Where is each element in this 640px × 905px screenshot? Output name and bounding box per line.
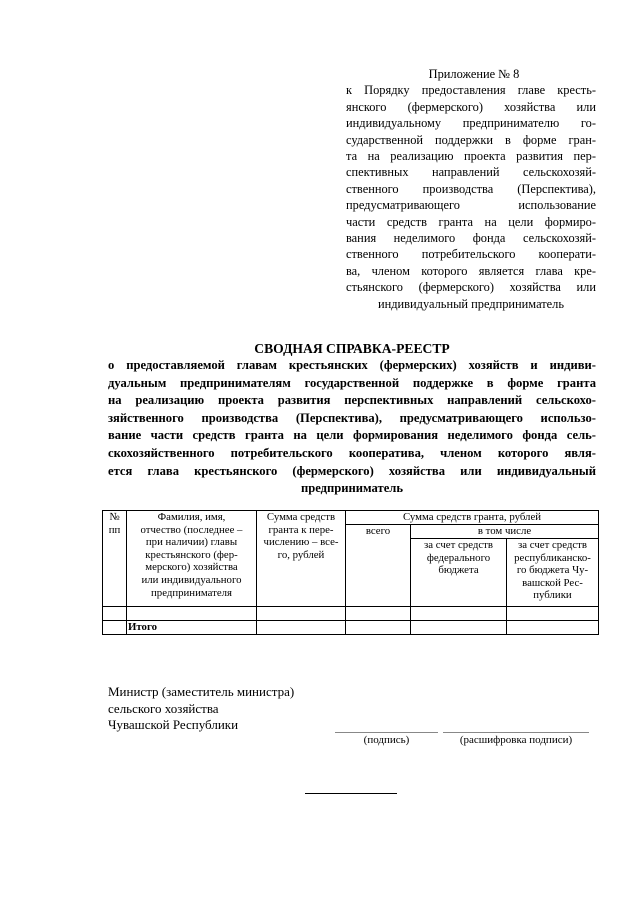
table-cell [103, 621, 127, 635]
appendix-line: стьянского (фермерского) хозяйства или [346, 280, 596, 295]
table-cell [507, 621, 599, 635]
appendix-line: янского (фермерского) хозяйства или [346, 99, 596, 114]
table-cell [507, 607, 599, 621]
end-divider [305, 793, 397, 794]
signature-decode-line [443, 732, 589, 733]
table-cell [103, 607, 127, 621]
appendix-block [346, 66, 596, 312]
subtitle-line: зяйственного производства (Перспектива), предусматривающего использо- [108, 410, 596, 425]
signatory-line: Чувашской Республики [108, 717, 239, 733]
appendix-line: к Порядку предоставления главе кресть- [346, 83, 596, 98]
subtitle-line: скохозяйственного потребительского кооператива, членом которого явля- [108, 445, 596, 460]
signature-caption: (подпись) [363, 734, 410, 746]
table-cell [127, 607, 257, 621]
appendix-line: сударственной поддержки в форме гран- [346, 132, 596, 147]
header-num: № пп [103, 511, 127, 607]
subtitle-line: вание части средств гранта на цели формирования неделимого фонда сель- [108, 428, 596, 443]
subtitle-line: на реализацию проекта развития перспективных направлений сельскохо- [108, 393, 596, 408]
appendix-line: индивидуальный предприниматель [377, 296, 564, 311]
subtitle-line: предприниматель [300, 481, 404, 496]
table-cell [411, 621, 507, 635]
signature-line [335, 732, 438, 733]
total-label: Итого [127, 621, 257, 635]
signatory-line: сельского хозяйства [108, 700, 219, 716]
table-cell [411, 607, 507, 621]
appendix-line: вания неделимого фонда сельскохозяй- [346, 231, 596, 246]
appendix-line: части средств гранта на цели формиро- [346, 214, 596, 229]
header-federal: за счет средств федерального бюджета [411, 539, 507, 607]
table-cell [346, 607, 411, 621]
table-row-total [103, 621, 599, 635]
appendix-line: спективных направлений сельскохозяй- [346, 165, 596, 180]
header-grant: Сумма средств гранта, рублей [346, 511, 599, 525]
appendix-line: ва, членом которого является глава кре- [346, 263, 596, 278]
table-cell [257, 621, 346, 635]
appendix-line: ственного производства (Перспектива), [346, 181, 596, 196]
table-cell [346, 621, 411, 635]
appendix-line: индивидуальному предпринимателю го- [346, 116, 596, 131]
header-sum: Сумма средств гранта к пере- числению – все- го, рублей [257, 511, 346, 607]
subtitle-line: ется глава крестьянского (фермерского) хозяйства или индивидуальный [108, 463, 596, 478]
signature-decode-caption: (расшифровка подписи) [459, 734, 573, 746]
table-row [103, 607, 599, 621]
appendix-line: предусматривающего использование [346, 198, 596, 213]
table-cell [257, 607, 346, 621]
document-subtitle [108, 357, 596, 498]
header-total: всего [346, 525, 411, 607]
subtitle-line: дуальным предпринимателям государственной поддержке в форме гранта [108, 375, 596, 390]
subtitle-line: о предоставляемой главам крестьянских (фермерских) хозяйств и индиви- [108, 358, 596, 372]
appendix-title: Приложение № 8 [428, 67, 520, 81]
header-name: Фамилия, имя, отчество (последнее – при наличии) главы крестьянского (фер- мерского) хозяйства или индивидуального предпринимателя [127, 511, 257, 607]
signatory-line: Министр (заместитель министра) [108, 684, 295, 699]
document-heading: СВОДНАЯ СПРАВКА-РЕЕСТР [254, 341, 450, 356]
appendix-line: та на реализацию проекта развития пер- [346, 149, 596, 164]
header-including: в том числе [411, 525, 599, 539]
signatory-block [108, 684, 294, 734]
appendix-line: ственного потребительского кооперати- [346, 247, 596, 262]
header-republic: за счет средств республиканско- го бюджета Чу- вашской Рес- публики [507, 539, 599, 607]
registry-table [102, 510, 599, 635]
